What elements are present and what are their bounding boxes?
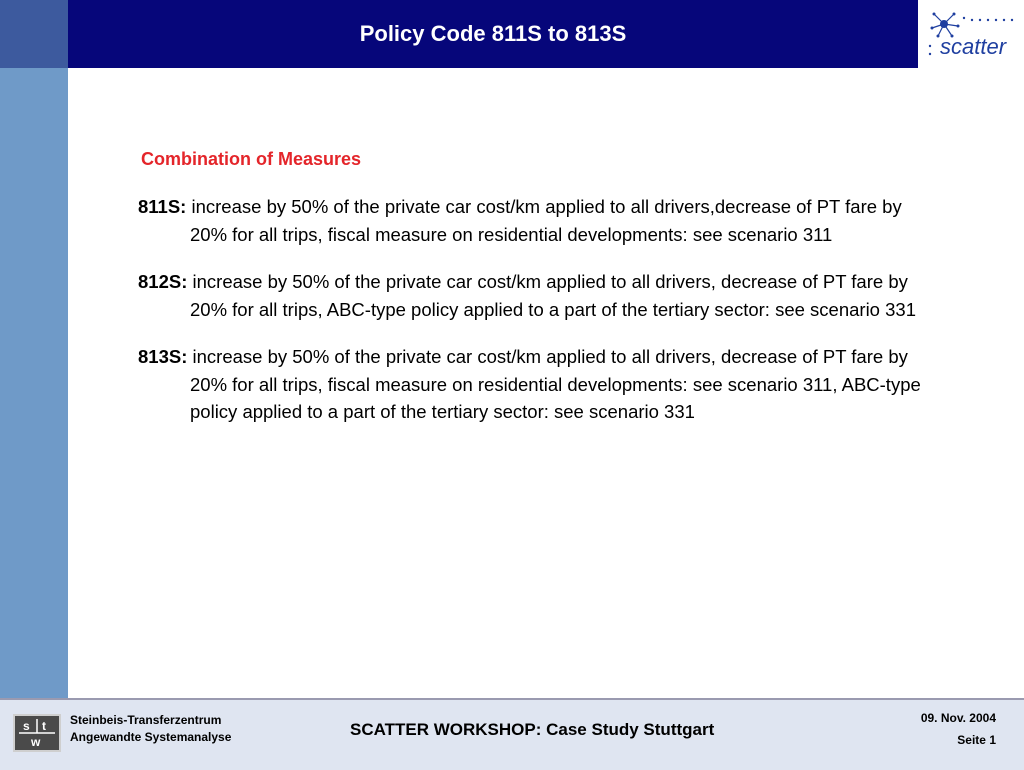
policy-item-811s bbox=[138, 193, 930, 248]
policy-code: 811S: bbox=[138, 196, 187, 217]
svg-text:w: w bbox=[31, 735, 41, 749]
policy-item-812s bbox=[138, 268, 930, 323]
svg-text:t: t bbox=[42, 719, 46, 733]
left-strip bbox=[0, 68, 68, 698]
corner-block bbox=[0, 0, 68, 68]
title-bar bbox=[68, 0, 918, 68]
scatter-logo-icon bbox=[924, 6, 1020, 62]
svg-text:s: s bbox=[23, 719, 30, 733]
scatter-logo bbox=[918, 0, 1024, 68]
workshop-title: SCATTER WORKSHOP: Case Study Stuttgart bbox=[350, 720, 715, 739]
date-label: 09. Nov. 2004 bbox=[920, 711, 996, 725]
stw-logo-icon bbox=[15, 716, 59, 750]
org-line-2: Angewandte Systemanalyse bbox=[70, 730, 232, 744]
policy-code: 812S: bbox=[138, 271, 188, 292]
section-heading: Combination of Measures bbox=[141, 149, 362, 169]
policy-text: increase by 50% of the private car cost/km applied to all drivers, decrease of PT fare by 20% for all trips, ABC-type policy applied to a part of the tertiary sector: see scenario 331 bbox=[187, 271, 916, 320]
policy-code: 813S: bbox=[138, 346, 188, 367]
page-title: Policy Code 811S to 813S bbox=[359, 21, 627, 46]
policy-text: increase by 50% of the private car cost/km applied to all drivers, decrease of PT fare by 20% for all trips, fiscal measure on residential developments: see scenario 311, ABC-type policy applied to a part of the tertiary sector: see scenario 331 bbox=[187, 346, 921, 422]
org-line-1: Steinbeis-Transferzentrum bbox=[70, 713, 222, 727]
svg-text:scatter: scatter bbox=[940, 34, 1007, 59]
organization-name bbox=[70, 712, 231, 746]
main-content bbox=[138, 145, 938, 426]
stw-logo bbox=[13, 714, 61, 752]
policy-item-813s bbox=[138, 343, 930, 426]
policy-text: increase by 50% of the private car cost/km applied to all drivers,decrease of PT fare by 20% for all trips, fiscal measure on residential developments: see scenario 311 bbox=[186, 196, 902, 245]
page-number: Seite 1 bbox=[957, 733, 996, 747]
footer bbox=[0, 698, 1024, 770]
